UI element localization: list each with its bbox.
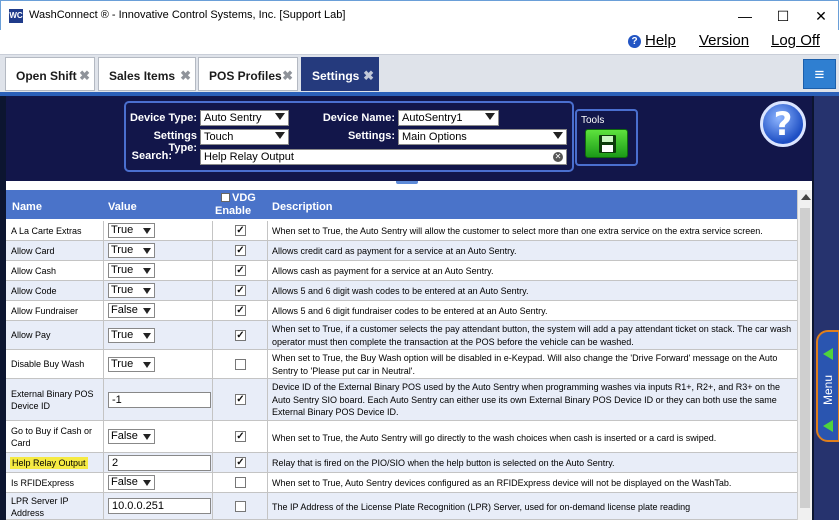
table-row[interactable] (6, 350, 797, 379)
tools-panel (575, 109, 638, 166)
setting-name: A La Carte Extras (11, 226, 82, 236)
setting-description: Allows 5 and 6 digit fundraiser codes to be entered at an Auto Sentry. (272, 306, 548, 316)
log-off-link[interactable]: Log Off (771, 32, 820, 49)
search-input-value: Help Relay Output (204, 151, 294, 163)
search-input[interactable] (200, 149, 567, 165)
setting-description: When set to True, the Auto Sentry will go directly to the wash choices when cash is inserted or a card is swiped. (272, 433, 717, 443)
scroll-up-icon[interactable] (801, 194, 811, 200)
chevron-down-icon (143, 362, 151, 368)
vdg-enable-checkbox[interactable]: ✓ (236, 285, 245, 296)
setting-value: True (111, 329, 134, 341)
device-name-select[interactable] (398, 110, 499, 126)
close-tab-icon[interactable]: ✖ (180, 68, 191, 83)
help-link[interactable] (628, 32, 676, 49)
setting-value-select[interactable] (108, 243, 155, 258)
chevron-down-icon (485, 113, 495, 120)
chevron-down-icon (143, 248, 151, 254)
window-title: WashConnect ® - Innovative Control Systems, Inc. [Support Lab] (29, 9, 346, 21)
settings-header (6, 96, 812, 181)
enable-column-header: Enable (215, 205, 252, 217)
setting-value-input[interactable] (108, 455, 211, 471)
setting-value: True (111, 244, 134, 256)
maximize-button[interactable]: ☐ (776, 8, 790, 24)
chevron-down-icon (143, 228, 151, 234)
save-button[interactable] (585, 129, 628, 158)
minimize-button[interactable]: — (738, 8, 752, 24)
chevron-down-icon (143, 434, 151, 440)
chevron-down-icon (275, 113, 285, 120)
device-type-label: Device Type: (129, 112, 197, 124)
close-tab-icon[interactable]: ✖ (363, 68, 374, 83)
version-link[interactable]: Version (699, 32, 750, 49)
tab-pos-profiles[interactable] (198, 57, 298, 91)
setting-value-select[interactable] (108, 303, 155, 318)
tab-bar (0, 54, 839, 92)
settings-type-value: Touch (204, 131, 234, 143)
setting-name: Go to Buy if Cash or Card (11, 426, 93, 448)
help-link-label: Help (645, 32, 676, 49)
collapse-header-handle[interactable] (396, 181, 418, 184)
vdg-enable-checkbox[interactable]: ✓ (236, 245, 245, 256)
table-row[interactable] (6, 453, 797, 473)
settings-type-label: Settings Type: (153, 130, 197, 154)
close-tab-icon[interactable]: ✖ (79, 68, 90, 83)
value-column-header[interactable]: Value (108, 201, 137, 213)
floppy-disk-icon (586, 130, 629, 159)
setting-value: True (111, 358, 134, 370)
setting-value-select[interactable] (108, 283, 155, 298)
clear-search-icon[interactable]: ✕ (554, 152, 562, 161)
vdg-enable-checkbox[interactable]: ✓ (236, 431, 245, 442)
vdg-select-all-checkbox[interactable] (221, 193, 230, 202)
tab-label: Settings (312, 69, 360, 83)
description-column-header[interactable]: Description (272, 201, 333, 213)
setting-name: Allow Card (11, 246, 55, 256)
setting-name: Disable Buy Wash (11, 359, 85, 369)
device-name-value: AutoSentry1 (402, 112, 463, 124)
table-row[interactable] (6, 241, 797, 261)
close-button[interactable]: ✕ (815, 8, 827, 24)
close-tab-icon[interactable]: ✖ (282, 68, 293, 83)
setting-value-select[interactable] (108, 263, 155, 278)
tab-label: Open Shift (16, 69, 77, 83)
vdg-enable-checkbox[interactable] (235, 501, 246, 512)
setting-name: Allow Pay (11, 330, 51, 340)
chevron-down-icon (143, 288, 151, 294)
table-row[interactable] (6, 301, 797, 321)
vdg-enable-checkbox[interactable]: ✓ (236, 265, 245, 276)
setting-value: True (111, 264, 134, 276)
settings-select[interactable] (398, 129, 567, 145)
setting-value: 2 (112, 457, 119, 469)
side-panel (814, 96, 839, 520)
setting-value-input[interactable] (108, 498, 211, 514)
setting-description: Allows 5 and 6 digit wash codes to be entered at an Auto Sentry. (272, 286, 529, 296)
vdg-enable-checkbox[interactable]: ✓ (236, 457, 245, 468)
setting-value-select[interactable] (108, 475, 155, 490)
settings-value: Main Options (402, 131, 467, 143)
setting-value: False (111, 304, 138, 316)
hamburger-menu-icon[interactable]: ≡ (803, 59, 836, 89)
title-bar (0, 0, 839, 30)
setting-description: Allows cash as payment for a service at an Auto Sentry. (272, 266, 494, 276)
setting-description: The IP Address of the License Plate Recognition (LPR) Server, used for on-demand license plate reading (272, 502, 691, 512)
chevron-down-icon (143, 308, 151, 314)
table-row[interactable] (6, 473, 797, 493)
setting-value-select[interactable] (108, 357, 155, 372)
tab-open-shift[interactable] (5, 57, 95, 91)
setting-value-select[interactable] (108, 429, 155, 444)
table-row[interactable] (6, 321, 797, 350)
chevron-down-icon (143, 268, 151, 274)
side-menu-toggle[interactable] (816, 330, 839, 442)
setting-description: Device ID of the External Binary POS used by the Auto Sentry when programming washes via inputs R1+, R2+, and R3+ on the Auto Sentry SIO board. Each Auto Sentry can either use its own External Binary POS Device ID or they can both use the same External Binary POS Device ID. (272, 382, 781, 417)
scroll-thumb[interactable] (800, 208, 810, 508)
vdg-enable-checkbox[interactable]: ✓ (236, 394, 245, 405)
help-icon: ? (628, 35, 641, 48)
vdg-enable-checkbox[interactable]: ✓ (236, 305, 245, 316)
setting-value: -1 (112, 394, 122, 406)
side-menu-label: Menu (821, 374, 835, 406)
table-row[interactable] (6, 379, 797, 421)
setting-description: When set to True, Auto Sentry devices configured as an RFIDExpress device will not be displayed on the WashTab. (272, 478, 732, 488)
setting-value: True (111, 284, 134, 296)
table-row[interactable] (6, 261, 797, 281)
setting-value: False (111, 476, 138, 488)
setting-name: Help Relay Output (12, 458, 86, 468)
arrow-left-icon (823, 420, 833, 432)
device-name-label: Device Name: (322, 112, 395, 124)
chevron-down-icon (275, 132, 285, 139)
chevron-down-icon (553, 132, 563, 139)
name-column-header[interactable]: Name (12, 201, 42, 213)
device-type-value: Auto Sentry (204, 112, 262, 124)
tab-sales-items[interactable] (98, 57, 196, 91)
setting-value: True (111, 224, 134, 236)
device-type-select[interactable] (200, 110, 289, 126)
vdg-enable-checkbox[interactable] (235, 359, 246, 370)
vertical-scrollbar[interactable] (797, 190, 812, 520)
filter-panel (124, 101, 574, 172)
settings-grid (6, 181, 812, 520)
top-link-bar (0, 30, 839, 54)
table-row[interactable] (6, 281, 797, 301)
vdg-enable-checkbox[interactable]: ✓ (236, 330, 245, 341)
setting-value-input[interactable] (108, 392, 211, 408)
setting-value: False (111, 430, 138, 442)
table-row[interactable] (6, 221, 797, 241)
setting-description: When set to True, the Auto Sentry will allow the customer to select more than one extra service on the extra service screen. (272, 226, 763, 236)
table-row[interactable] (6, 421, 797, 453)
app-icon: WC (9, 9, 23, 23)
vdg-enable-checkbox[interactable]: ✓ (236, 225, 245, 236)
setting-description: Relay that is fired on the PIO/SIO when the help button is selected on the Auto Sentry. (272, 458, 615, 468)
setting-name: Allow Code (11, 286, 57, 296)
setting-value: 10.0.0.251 (112, 500, 164, 512)
vdg-column-header: VDG (232, 192, 256, 204)
setting-name: Is RFIDExpress (11, 478, 75, 488)
table-row[interactable] (6, 493, 797, 520)
setting-value-select[interactable] (108, 223, 155, 238)
chevron-down-icon (143, 333, 151, 339)
setting-description: When set to True, the Buy Wash option will be disabled in e-Keypad. Will also change the 'Drive Forward' message on the Auto Sentry to 'Please put car in Neutral'. (272, 353, 778, 376)
tab-label: POS Profiles (209, 69, 282, 83)
setting-name: External Binary POS Device ID (11, 389, 94, 411)
help-icon[interactable]: ? (760, 101, 806, 147)
tab-label: Sales Items (109, 69, 176, 83)
settings-type-select[interactable] (200, 129, 289, 145)
chevron-down-icon (143, 480, 151, 486)
tools-label: Tools (581, 115, 605, 126)
arrow-left-icon (823, 348, 833, 360)
search-label: Search: (131, 150, 172, 162)
setting-description: Allows credit card as payment for a service at an Auto Sentry. (272, 246, 517, 256)
setting-value-select[interactable] (108, 328, 155, 343)
grid-header (6, 190, 797, 219)
setting-name: LPR Server IP Address (11, 496, 69, 518)
settings-label: Settings: (347, 130, 395, 142)
setting-name: Allow Fundraiser (11, 306, 79, 316)
setting-description: When set to True, if a customer selects the pay attendant button, the system will add a pay attendant ticket on stack. The car wash operator must then complete the transaction at the POS before the vehicle can be washed. (272, 324, 792, 347)
vdg-enable-checkbox[interactable] (235, 477, 246, 488)
tab-settings[interactable] (301, 57, 379, 91)
setting-name: Allow Cash (11, 266, 57, 276)
